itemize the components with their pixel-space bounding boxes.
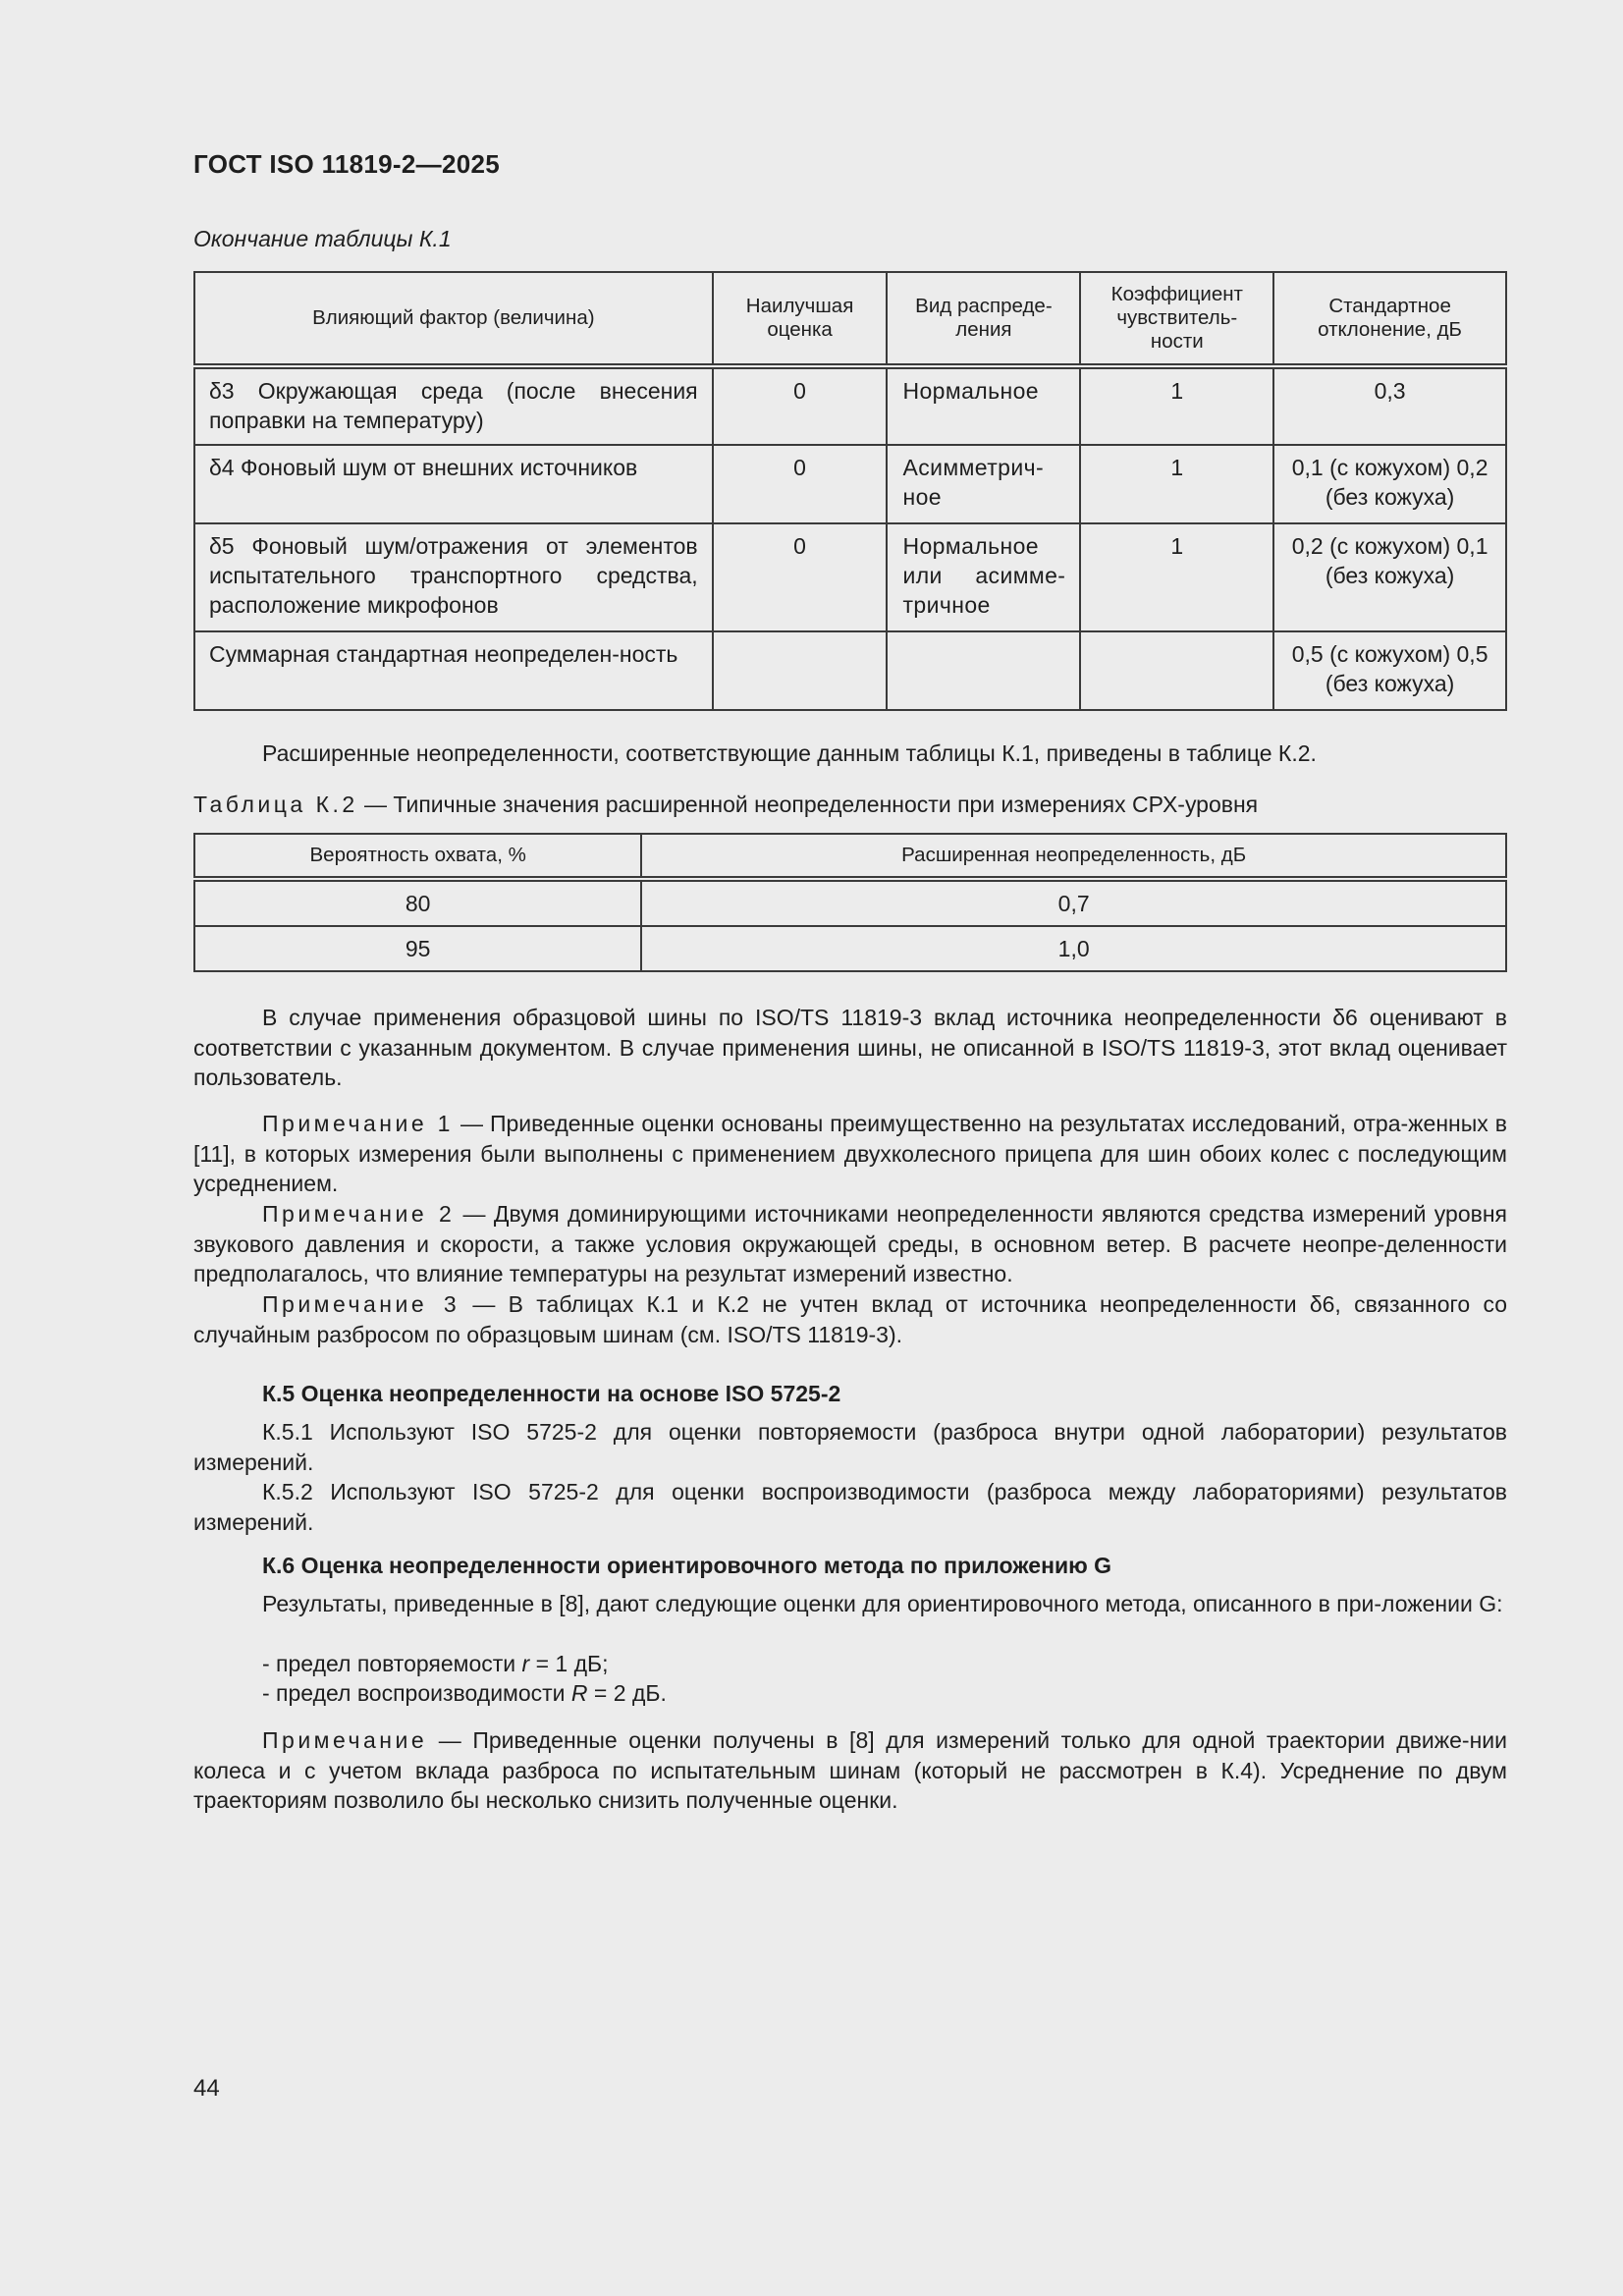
note-label: Примечание 2 [262,1201,456,1227]
distribution-cell: Нормальное [887,366,1080,445]
table-k2-label: Таблица К.2 [193,792,358,817]
expanded-uncertainty-cell: 0,7 [641,879,1506,926]
column-header: Стандартное отклонение, дБ [1273,272,1506,366]
section-k5-heading: К.5 Оценка неопределенности на основе ISO 5725-2 [262,1381,841,1406]
table-row [194,366,1506,445]
probability-cell: 95 [194,926,641,971]
factor-cell: Суммарная стандартная неопределен-ность [194,631,713,710]
note-text: — Приведенные оценки получены в [8] для измерений только для одной траектории движе-нии колеса и с учетом вклада разброса по испытательным шинам (который не рассмотрен в К.4). Усреднение по двум траекториям позволило бы несколько снизить полученные оценки. [193,1727,1507,1813]
best-estimate-cell [713,631,888,710]
std-deviation-cell: 0,1 (с кожухом) 0,2 (без кожуха) [1273,445,1506,523]
variable-r: r [521,1651,530,1676]
note-label: Примечание [262,1727,428,1753]
sensitivity-cell: 1 [1080,366,1273,445]
best-estimate-cell: 0 [713,523,888,631]
table-k1-caption: Окончание таблицы К.1 [193,226,452,251]
note-text: — Приведенные оценки основаны преимущественно на результатах исследований, отра-женных в [11], в которых измерения были выполнены с применением двухколесного прицепа для шин обоих колес с последующим усреднением. [193,1111,1507,1196]
column-header: Влияющий фактор (величина) [194,272,713,366]
table-row [194,445,1506,523]
note-label: Примечание 1 [262,1111,454,1136]
distribution-cell [887,631,1080,710]
note-label: Примечание 3 [262,1291,460,1317]
note-2 [193,1199,1507,1289]
page-number: 44 [193,2075,220,2102]
table-row [194,879,1506,926]
column-header: Вид распреде-ления [887,272,1080,366]
best-estimate-cell: 0 [713,445,888,523]
list-item-repeatability [193,1649,1507,1679]
column-header: Наилучшая оценка [713,272,888,366]
table-k1 [193,271,1507,711]
best-estimate-cell: 0 [713,366,888,445]
column-header: Расширенная неопределенность, дБ [641,834,1506,879]
table-row [194,523,1506,631]
factor-cell: δ4 Фоновый шум от внешних источников [194,445,713,523]
list-item-text: - предел повторяемости [262,1651,522,1676]
note-3 [193,1289,1507,1349]
sensitivity-cell [1080,631,1273,710]
sensitivity-cell: 1 [1080,523,1273,631]
factor-cell: δ5 Фоновый шум/отражения от элементов испытательного транспортного средства, расположение микрофонов [194,523,713,631]
note-text: — В таблицах К.1 и К.2 не учтен вклад от источника неопределенности δ6, связанного со случайным разбросом по образцовым шинам (см. ISO/TS 11819-3). [193,1291,1507,1347]
column-header: Вероятность охвата, % [194,834,641,879]
list-item-value: = 1 дБ; [529,1651,609,1676]
variable-R: R [570,1680,588,1706]
sensitivity-cell: 1 [1080,445,1273,523]
section-k6-note [193,1725,1507,1816]
section-k5-paragraph-1: К.5.1 Используют ISO 5725-2 для оценки повторяемости (разброса внутри одной лаборатории) результатов измерений. [193,1419,1507,1475]
paragraph-expanded-uncertainty: Расширенные неопределенности, соответствующие данным таблицы К.1, приведены в таблице К.2. [262,740,1317,766]
section-k5-paragraph-2: К.5.2 Используют ISO 5725-2 для оценки воспроизводимости (разброса между лабораториями) результатов измерений. [193,1479,1507,1535]
factor-cell: δ3 Окружающая среда (после внесения поправки на температуру) [194,366,713,445]
table-row [194,631,1506,710]
section-k6-heading: К.6 Оценка неопределенности ориентировочного метода по приложению G [262,1553,1112,1578]
list-item-value: = 2 дБ. [587,1680,667,1706]
document-code: ГОСТ ISO 11819-2—2025 [193,149,500,179]
note-1 [193,1109,1507,1199]
note-text: — Двумя доминирующими источниками неопределенности являются средства измерений уровня звукового давления и скорости, а также условия окружающей среды, в основном ветер. В расчете неопре-деленности предполагалось, что влияние температуры на результат измерений известно. [193,1201,1507,1286]
list-item-text: - предел воспроизводимости [262,1680,571,1706]
table-k2-caption [193,792,1258,818]
list-item-reproducibility [193,1678,1507,1709]
distribution-cell: Нормальное или асимме-тричное [887,523,1080,631]
table-k2-title: — Типичные значения расширенной неопределенности при измерениях СРХ-уровня [357,792,1259,817]
table-header-row [194,272,1506,366]
probability-cell: 80 [194,879,641,926]
section-k6-paragraph-1: Результаты, приведенные в [8], дают следующие оценки для ориентировочного метода, описанного в при-ложении G: [262,1591,1503,1616]
distribution-cell: Асимметрич-ное [887,445,1080,523]
table-header-row [194,834,1506,879]
table-k2 [193,833,1507,972]
std-deviation-cell: 0,5 (с кожухом) 0,5 (без кожуха) [1273,631,1506,710]
column-header: Коэффициент чувствитель-ности [1080,272,1273,366]
std-deviation-cell: 0,3 [1273,366,1506,445]
table-row [194,926,1506,971]
paragraph-reference-tyre: В случае применения образцовой шины по ISO/TS 11819-3 вклад источника неопределенности δ6 оценивают в соответствии с указанным документом. В случае применения шины, не описанной в ISO/TS 11819-3, этот вклад оценивает пользователь. [193,1005,1507,1090]
std-deviation-cell: 0,2 (с кожухом) 0,1 (без кожуха) [1273,523,1506,631]
expanded-uncertainty-cell: 1,0 [641,926,1506,971]
